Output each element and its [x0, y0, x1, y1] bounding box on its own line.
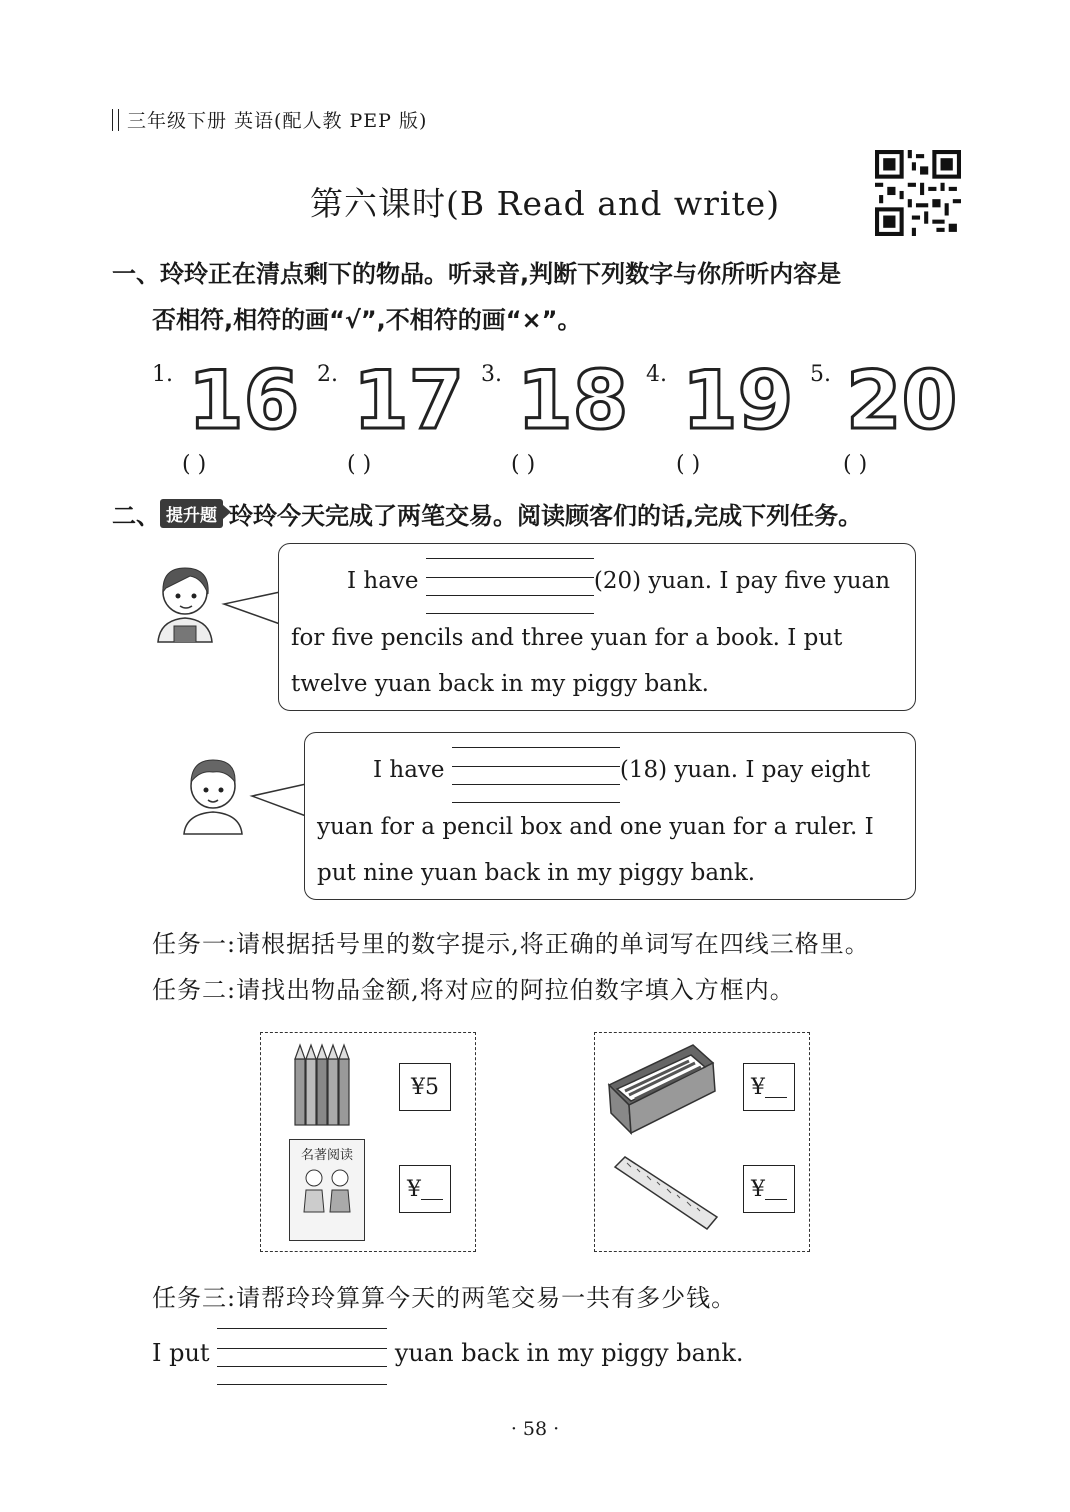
price-box-pencils[interactable]: ¥5 — [399, 1063, 451, 1111]
items-box-1 — [260, 1032, 476, 1252]
four-line-blank[interactable] — [217, 1332, 387, 1378]
boy-avatar-icon — [180, 752, 246, 834]
svg-text:17: 17 — [353, 354, 465, 447]
answer-paren[interactable]: ( ) — [843, 452, 868, 477]
pencils-icon — [293, 1041, 355, 1127]
answer-paren[interactable]: ( ) — [182, 452, 207, 477]
speech-bubble-2: I have (18) yuan. I pay eight yuan for a pencil box and one yuan for a ruler. I put nine yuan back in my piggy bank. — [304, 732, 916, 900]
qr-code-icon — [875, 150, 961, 236]
answer-paren[interactable]: ( ) — [511, 452, 536, 477]
number-item: 2. 17 — [317, 348, 447, 438]
svg-text:19: 19 — [682, 354, 794, 447]
four-line-blank[interactable] — [426, 559, 594, 605]
decorated-number-icon — [347, 348, 465, 447]
book-icon: 名著阅读 — [289, 1139, 365, 1241]
price-box-ruler[interactable]: ¥ — [743, 1165, 795, 1213]
items-box-2 — [594, 1032, 810, 1252]
speech-tail-icon — [250, 782, 310, 822]
header-bar-icon — [112, 109, 119, 131]
speech-bubble-1: I have (20) yuan. I pay five yuan for five pencils and three yuan for a book. I put twelve yuan back in my piggy bank. — [278, 543, 916, 711]
four-line-blank[interactable] — [452, 748, 620, 794]
decorated-number-icon — [182, 348, 300, 447]
task-2: 任务二:请找出物品金额,将对应的阿拉伯数字填入方框内。 — [152, 976, 795, 1004]
decorated-number-icon — [676, 348, 794, 447]
svg-text:18: 18 — [517, 354, 629, 447]
page-number: · 58 · — [510, 1418, 560, 1440]
level-badge: 提升题 — [160, 499, 223, 528]
pencil-box-icon — [605, 1041, 717, 1137]
ruler-icon — [611, 1153, 721, 1233]
price-box-pencil-box[interactable]: ¥ — [743, 1063, 795, 1111]
answer-paren[interactable]: ( ) — [347, 452, 372, 477]
answer-sentence: I put yuan back in my piggy bank. — [152, 1330, 744, 1378]
section1-instruction-line2: 否相符,相符的画“√”,不相符的画“×”。 — [152, 306, 582, 334]
task-1: 任务一:请根据括号里的数字提示,将正确的单词写在四线三格里。 — [152, 930, 870, 958]
lesson-title: 第六课时(B Read and write) — [310, 184, 781, 223]
decorated-number-icon — [840, 348, 958, 447]
speech-tail-icon — [222, 590, 284, 630]
price-box-book[interactable]: ¥ — [399, 1165, 451, 1213]
number-item: 5. 20 — [810, 348, 940, 438]
number-item: 1. 16 — [152, 348, 282, 438]
svg-text:16: 16 — [188, 354, 300, 447]
number-item: 4. 19 — [646, 348, 776, 438]
section2-instruction: 二、 提升题 玲玲今天完成了两笔交易。阅读顾客们的话,完成下列任务。 — [112, 496, 862, 531]
decorated-number-icon — [511, 348, 629, 447]
number-item: 3. 18 — [481, 348, 611, 438]
task-3: 任务三:请帮玲玲算算今天的两笔交易一共有多少钱。 — [152, 1284, 737, 1312]
answer-paren[interactable]: ( ) — [676, 452, 701, 477]
page-header: 三年级下册 英语(配人教 PEP 版) — [112, 106, 427, 133]
svg-text:20: 20 — [846, 354, 958, 447]
section1-instruction-line1: 一、玲玲正在清点剩下的物品。听录音,判断下列数字与你所听内容是 — [112, 260, 842, 288]
girl-avatar-icon — [152, 558, 218, 642]
